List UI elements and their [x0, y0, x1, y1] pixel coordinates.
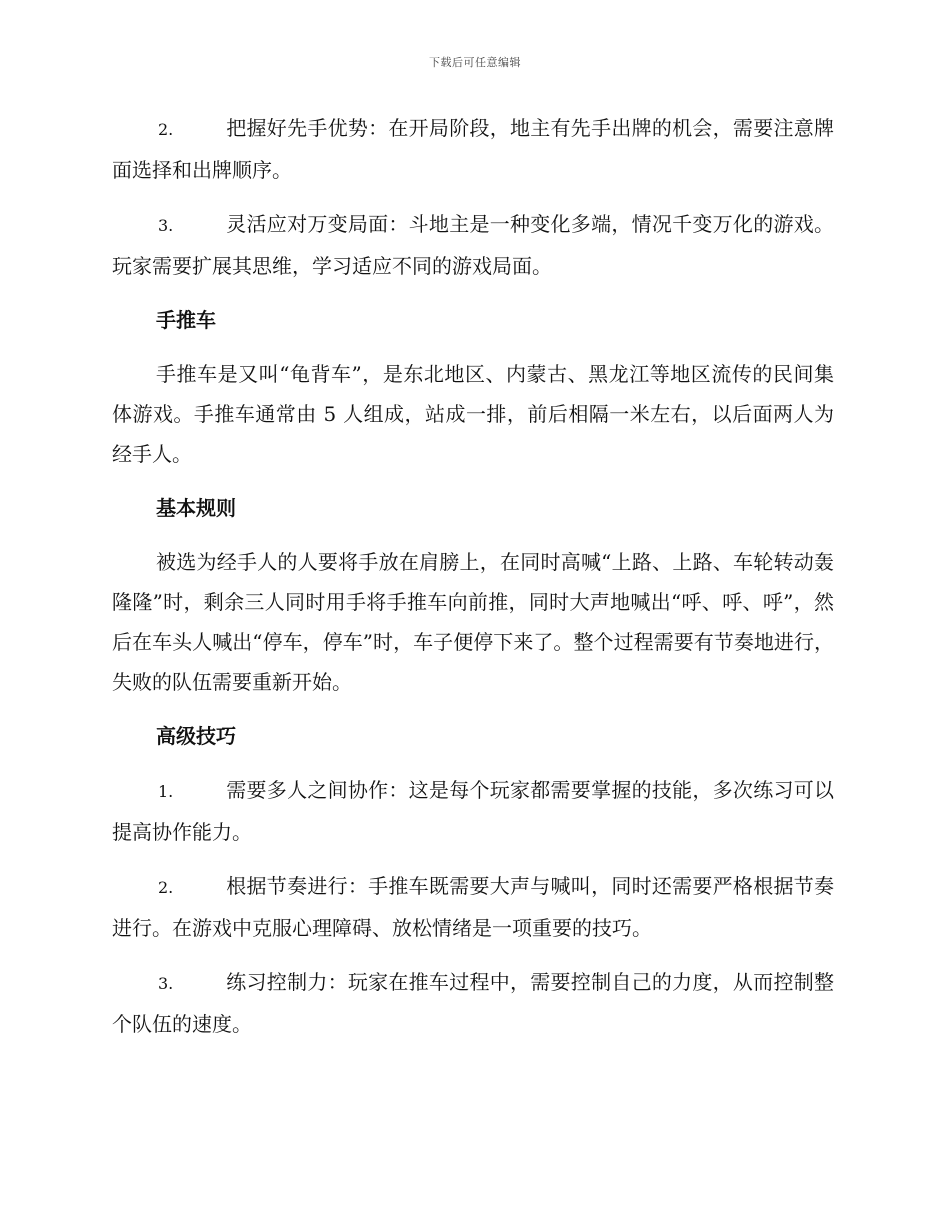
list-item — [112, 204, 834, 286]
list-item — [112, 108, 834, 190]
list-number: 2. — [158, 878, 174, 897]
page-header: 下载后可任意编辑 — [429, 56, 521, 69]
list-text: 灵活应对万变局面：斗地主是一种变化多端，情况千变万化的游戏。玩家需要扩展其思维，学习适应不同的游戏局面。 — [112, 212, 834, 278]
list-number: 2. — [158, 120, 174, 139]
list-item — [112, 962, 834, 1044]
document-body — [112, 108, 834, 1058]
paragraph-rules: 被选为经手人的人要将手放在肩膀上，在同时高喊“上路、上路、车轮转动轰隆隆”时，剩余三人同时用手将手推车向前推，同时大声地喊出“呼、呼、呼”，然后在车头人喊出“停车，停车”时，车子便停下来了。整个过程需要有节奏地进行，失败的队伍需要重新开始。 — [112, 550, 834, 694]
list-text: 需要多人之间协作：这是每个玩家都需要掌握的技能，多次练习可以提高协作能力。 — [112, 778, 834, 844]
list-number: 1. — [158, 782, 174, 801]
section-heading-rules: 基本规则 — [156, 496, 236, 520]
list-text: 练习控制力：玩家在推车过程中，需要控制自己的力度，从而控制整个队伍的速度。 — [112, 970, 834, 1036]
list-number: 3. — [158, 216, 174, 235]
section-heading-cart: 手推车 — [156, 308, 216, 332]
list-number: 3. — [158, 974, 174, 993]
list-text: 把握好先手优势：在开局阶段，地主有先手出牌的机会，需要注意牌面选择和出牌顺序。 — [112, 116, 834, 182]
list-item — [112, 866, 834, 948]
list-text: 根据节奏进行：手推车既需要大声与喊叫，同时还需要严格根据节奏进行。在游戏中克服心理障碍、放松情绪是一项重要的技巧。 — [112, 874, 834, 940]
list-item — [112, 770, 834, 852]
section-heading-advanced: 高级技巧 — [156, 724, 236, 748]
paragraph-cart-intro: 手推车是又叫“龟背车”，是东北地区、内蒙古、黑龙江等地区流传的民间集体游戏。手推车通常由 5 人组成，站成一排，前后相隔一米左右，以后面两人为经手人。 — [112, 362, 834, 466]
